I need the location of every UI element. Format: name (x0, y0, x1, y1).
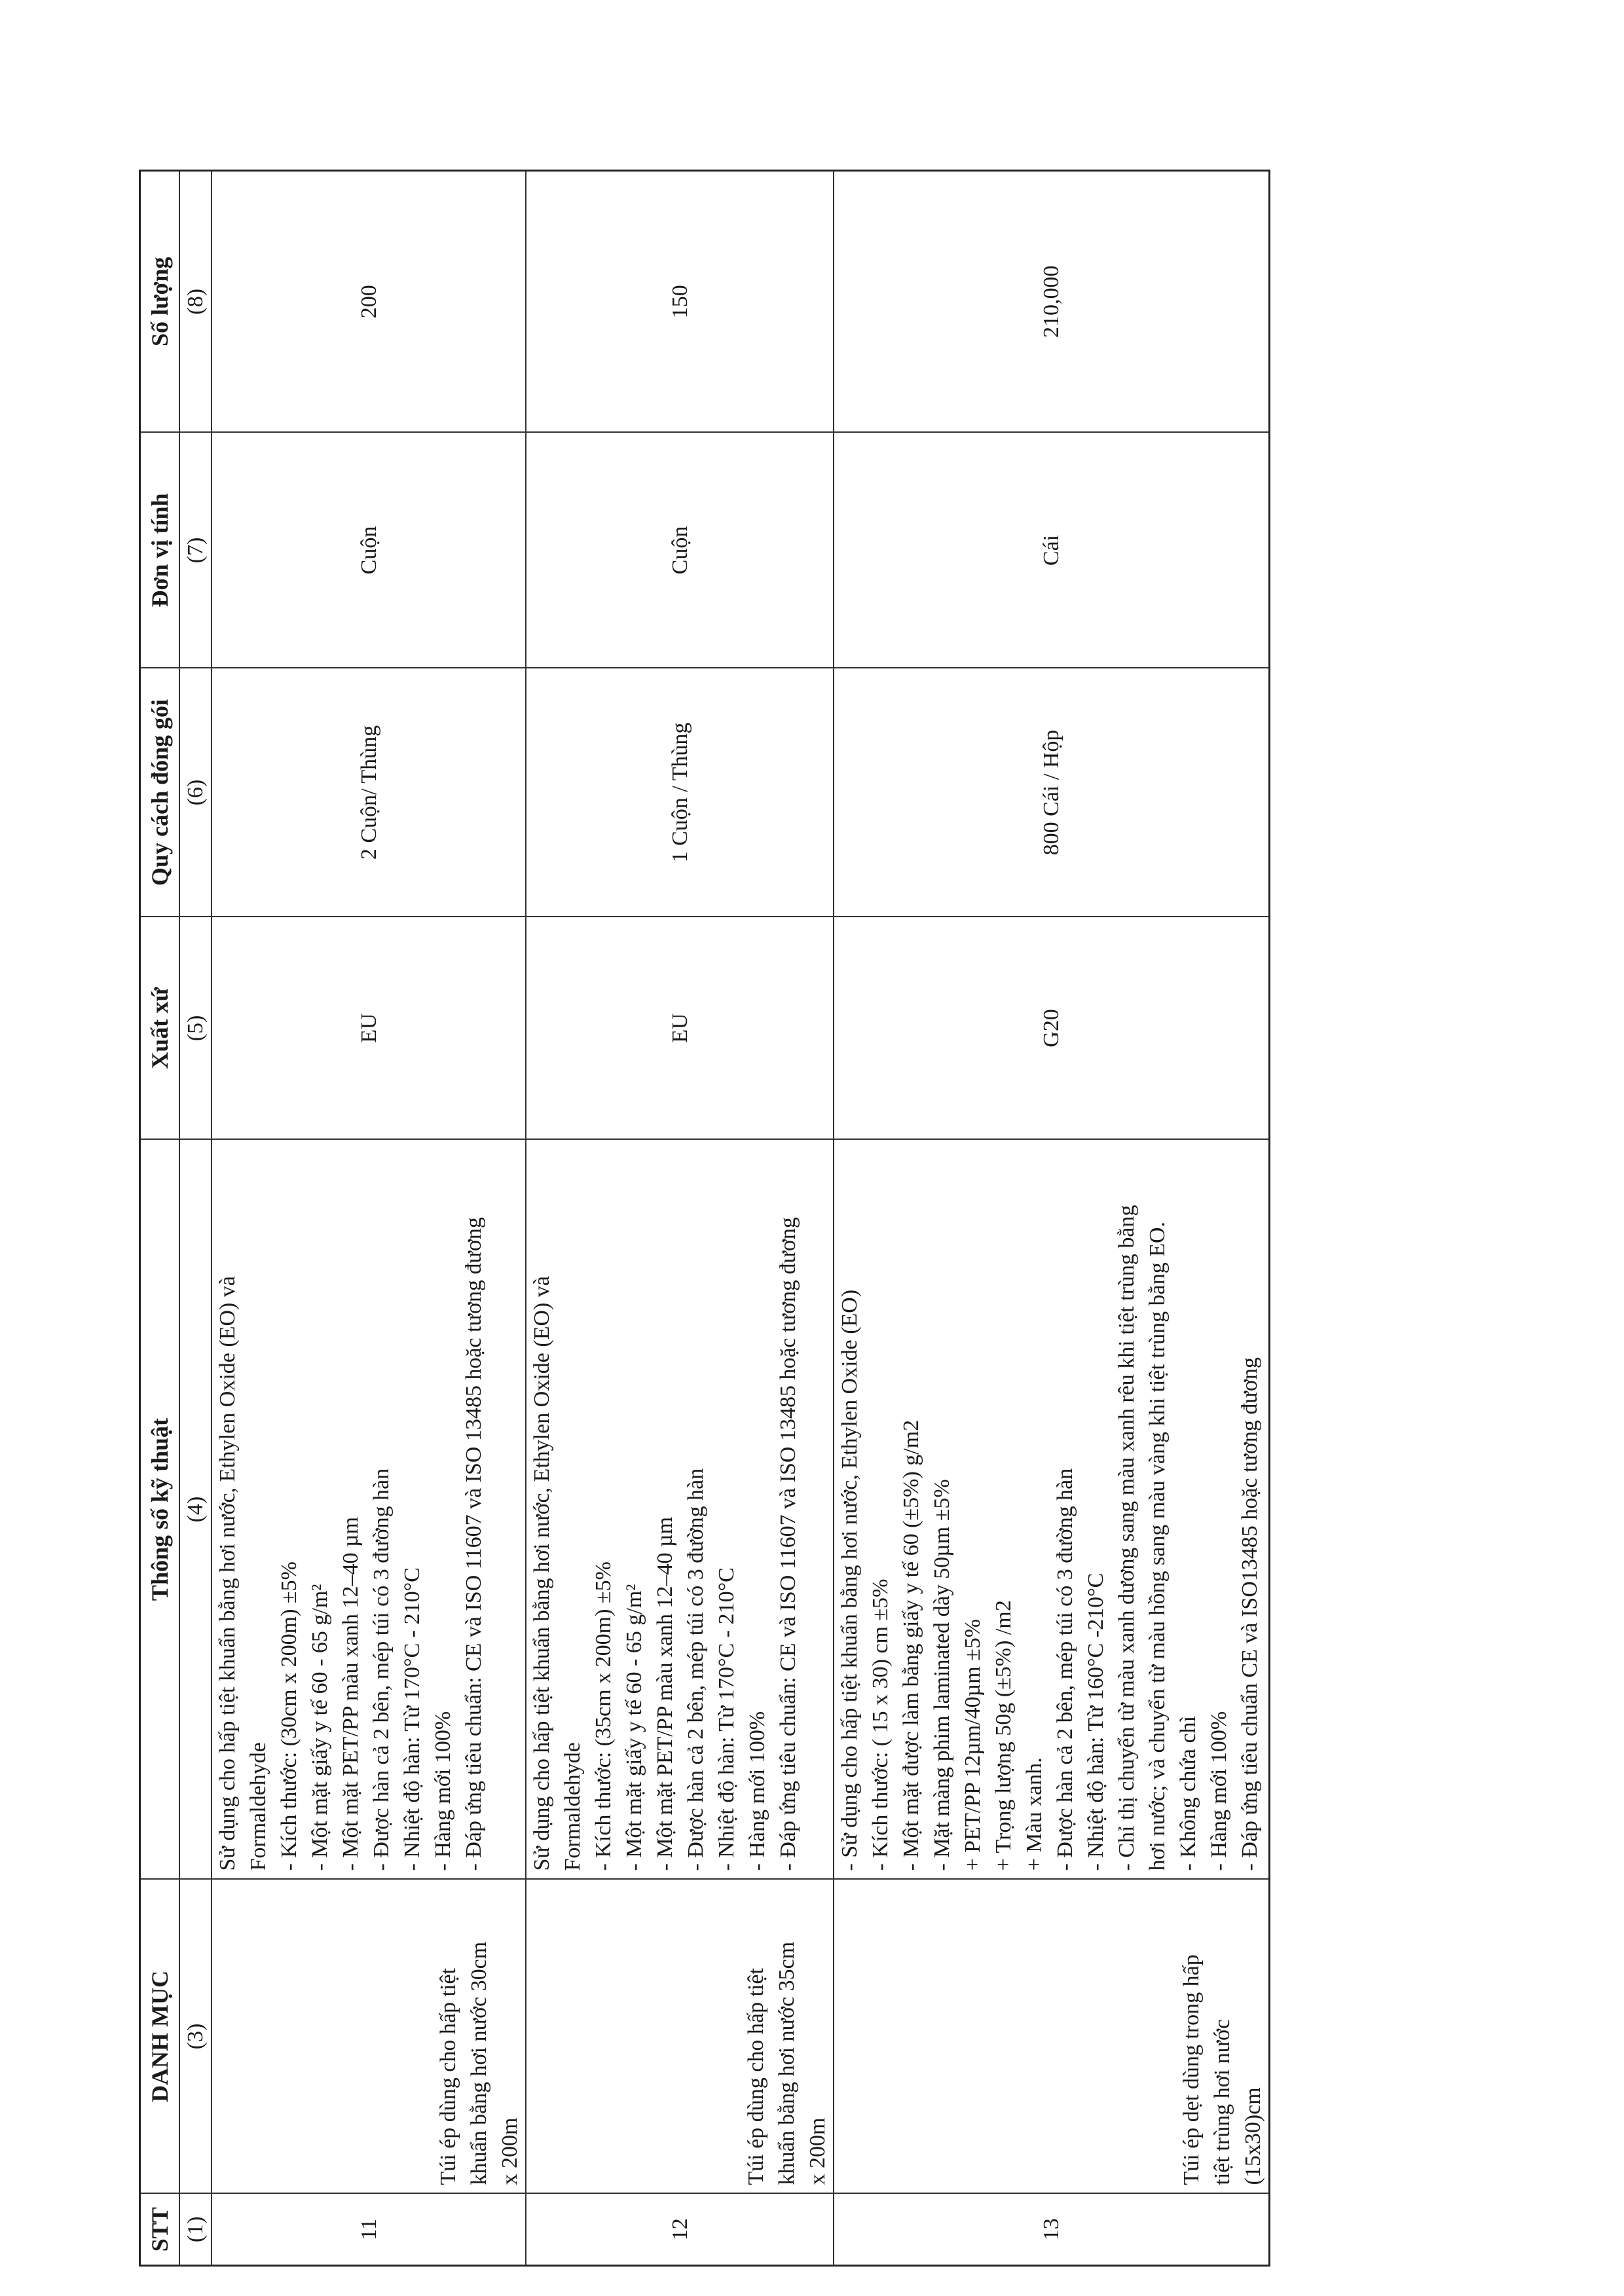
header-quantity: Số lượng (140, 171, 180, 433)
specification-line: - Hàng mới 100% (745, 1711, 769, 1871)
row-quantity: 150 (526, 171, 834, 433)
specification-line: - Một mặt giấy y tế 60 - 65 g/m² (622, 1584, 646, 1871)
header-packing: Quy cách đóng gói (140, 668, 180, 917)
specification-line: - Sử dụng cho hấp tiệt khuẩn bằng hơi nước, Ethylen Oxide (EO) (838, 1289, 862, 1871)
row-category-name (212, 1880, 526, 2194)
table-row (212, 171, 526, 2266)
category-name-line: khuẩn bằng hơi nước 30cm (467, 1941, 491, 2185)
specification-line: hơi nước; và chuyển từ màu hồng sang màu vàng khi tiệt trùng bằng EO. (1145, 1221, 1170, 1871)
row-packing: 2 Cuộn/ Thùng (212, 668, 526, 917)
specification-line: - Kích thước: (30cm x 200m) ±5% (277, 1561, 301, 1871)
row-unit: Cuộn (212, 433, 526, 668)
header-unit: Đơn vị tính (140, 433, 180, 668)
specification-line: - Một mặt PET/PP màu xanh 12–40 µm (339, 1516, 363, 1871)
specification-line: - Một mặt được làm bằng giấy y tế 60 (±5%) g/m2 (899, 1419, 923, 1871)
specification-line: - Một mặt giấy y tế 60 - 65 g/m² (308, 1584, 332, 1871)
column-number: (1) (179, 2194, 212, 2266)
header-row (140, 171, 180, 2266)
row-specification (212, 1140, 526, 1880)
row-category-name (526, 1880, 834, 2194)
row-packing: 1 Cuộn / Thùng (526, 668, 834, 917)
specification-line: + PET/PP 12µm/40µm ±5% (961, 1618, 985, 1871)
category-name-line: Túi ép dùng cho hấp tiệt (436, 1968, 460, 2185)
specification-line: - Một mặt PET/PP màu xanh 12–40 µm (653, 1516, 677, 1871)
header-category: DANH MỤC (140, 1880, 180, 2194)
header-specification: Thông số kỹ thuật (140, 1140, 180, 1880)
specification-line: - Chỉ thị chuyển từ màu xanh dương sang màu xanh rêu khi tiệt trùng bằng (1115, 1205, 1139, 1871)
specification-line: - Được hàn cả 2 bên, mép túi có 3 đường hàn (1053, 1468, 1077, 1871)
specification-line: - Đáp ứng tiêu chuẩn: CE và ISO 11607 và ISO 13485 hoặc tương đương (462, 1217, 486, 1871)
column-number-row (179, 171, 212, 2266)
specification-line: - Kích thước: (35cm x 200m) ±5% (591, 1561, 616, 1871)
row-quantity: 200 (212, 171, 526, 433)
category-name-line: x 200m (805, 2117, 830, 2185)
specification-line: + Trọng lượng 50g (±5%) /m2 (991, 1600, 1016, 1871)
specification-line: + Màu xanh. (1022, 1757, 1046, 1871)
column-number: (5) (179, 917, 212, 1140)
category-name-line: Túi ép dẹt dùng trong hấp (1179, 1954, 1204, 2185)
column-number: (8) (179, 171, 212, 433)
row-packing: 800 Cái / Hộp (834, 668, 1269, 917)
row-specification (526, 1140, 834, 1880)
column-number: (3) (179, 1880, 212, 2194)
specification-line: - Được hàn cả 2 bên, mép túi có 3 đường hàn (369, 1468, 394, 1871)
category-name-line: Túi ép dùng cho hấp tiệt (744, 1968, 768, 2185)
specification-line: Sử dụng cho hấp tiệt khuẩn bằng hơi nước, Ethylen Oxide (EO) và (215, 1276, 240, 1871)
row-category-name (834, 1880, 1269, 2194)
row-quantity: 210,000 (834, 171, 1269, 433)
specification-line: - Kích thước: ( 15 x 30) cm ±5% (868, 1578, 893, 1871)
row-stt: 11 (212, 2194, 526, 2266)
row-stt: 13 (834, 2194, 1269, 2266)
specification-line: - Đáp ứng tiêu chuẩn: CE và ISO 11607 và ISO 13485 hoặc tương đương (776, 1217, 800, 1871)
row-unit: Cái (834, 433, 1269, 668)
header-stt: STT (140, 2194, 180, 2266)
row-origin: EU (212, 917, 526, 1140)
specification-line: - Hàng mới 100% (1207, 1711, 1231, 1871)
specification-line: - Nhiệt độ hàn: Từ 170°C - 210°C (714, 1567, 739, 1871)
row-origin: G20 (834, 917, 1269, 1140)
specification-line: Formaldehyde (246, 1742, 270, 1871)
column-number: (6) (179, 668, 212, 917)
specification-line: - Nhiệt độ hàn: Từ 170°C - 210°C (400, 1567, 424, 1871)
specification-line: Formaldehyde (561, 1742, 585, 1871)
column-number: (4) (179, 1140, 212, 1880)
specification-line: - Đáp ứng tiêu chuẩn CE và ISO13485 hoặc tương đương (1238, 1357, 1262, 1871)
table-row (834, 171, 1269, 2266)
row-origin: EU (526, 917, 834, 1140)
row-unit: Cuộn (526, 433, 834, 668)
specification-line: Sử dụng cho hấp tiệt khuẩn bằng hơi nước, Ethylen Oxide (EO) và (530, 1276, 554, 1871)
specification-line: - Được hàn cả 2 bên, mép túi có 3 đường hàn (684, 1468, 708, 1871)
row-stt: 12 (526, 2194, 834, 2266)
row-specification (834, 1140, 1269, 1880)
specification-table (139, 170, 1270, 2267)
specification-line: - Nhiệt độ hàn: Từ 160°C -210°C (1084, 1573, 1108, 1871)
category-name-line: x 200m (498, 2117, 522, 2185)
category-name-line: (15x30)cm (1240, 2087, 1265, 2185)
header-origin: Xuất xứ (140, 917, 180, 1140)
specification-line: - Không chứa chì (1176, 1715, 1200, 1871)
specification-line: - Hàng mới 100% (431, 1711, 455, 1871)
category-name-line: tiệt trùng hơi nước (1209, 2018, 1234, 2185)
category-name-line: khuẩn bằng hơi nước 35cm (775, 1941, 799, 2185)
specification-line: - Mặt màng phim laminated dày 50µm ±5% (930, 1479, 954, 1871)
column-number: (7) (179, 433, 212, 668)
table-row (526, 171, 834, 2266)
